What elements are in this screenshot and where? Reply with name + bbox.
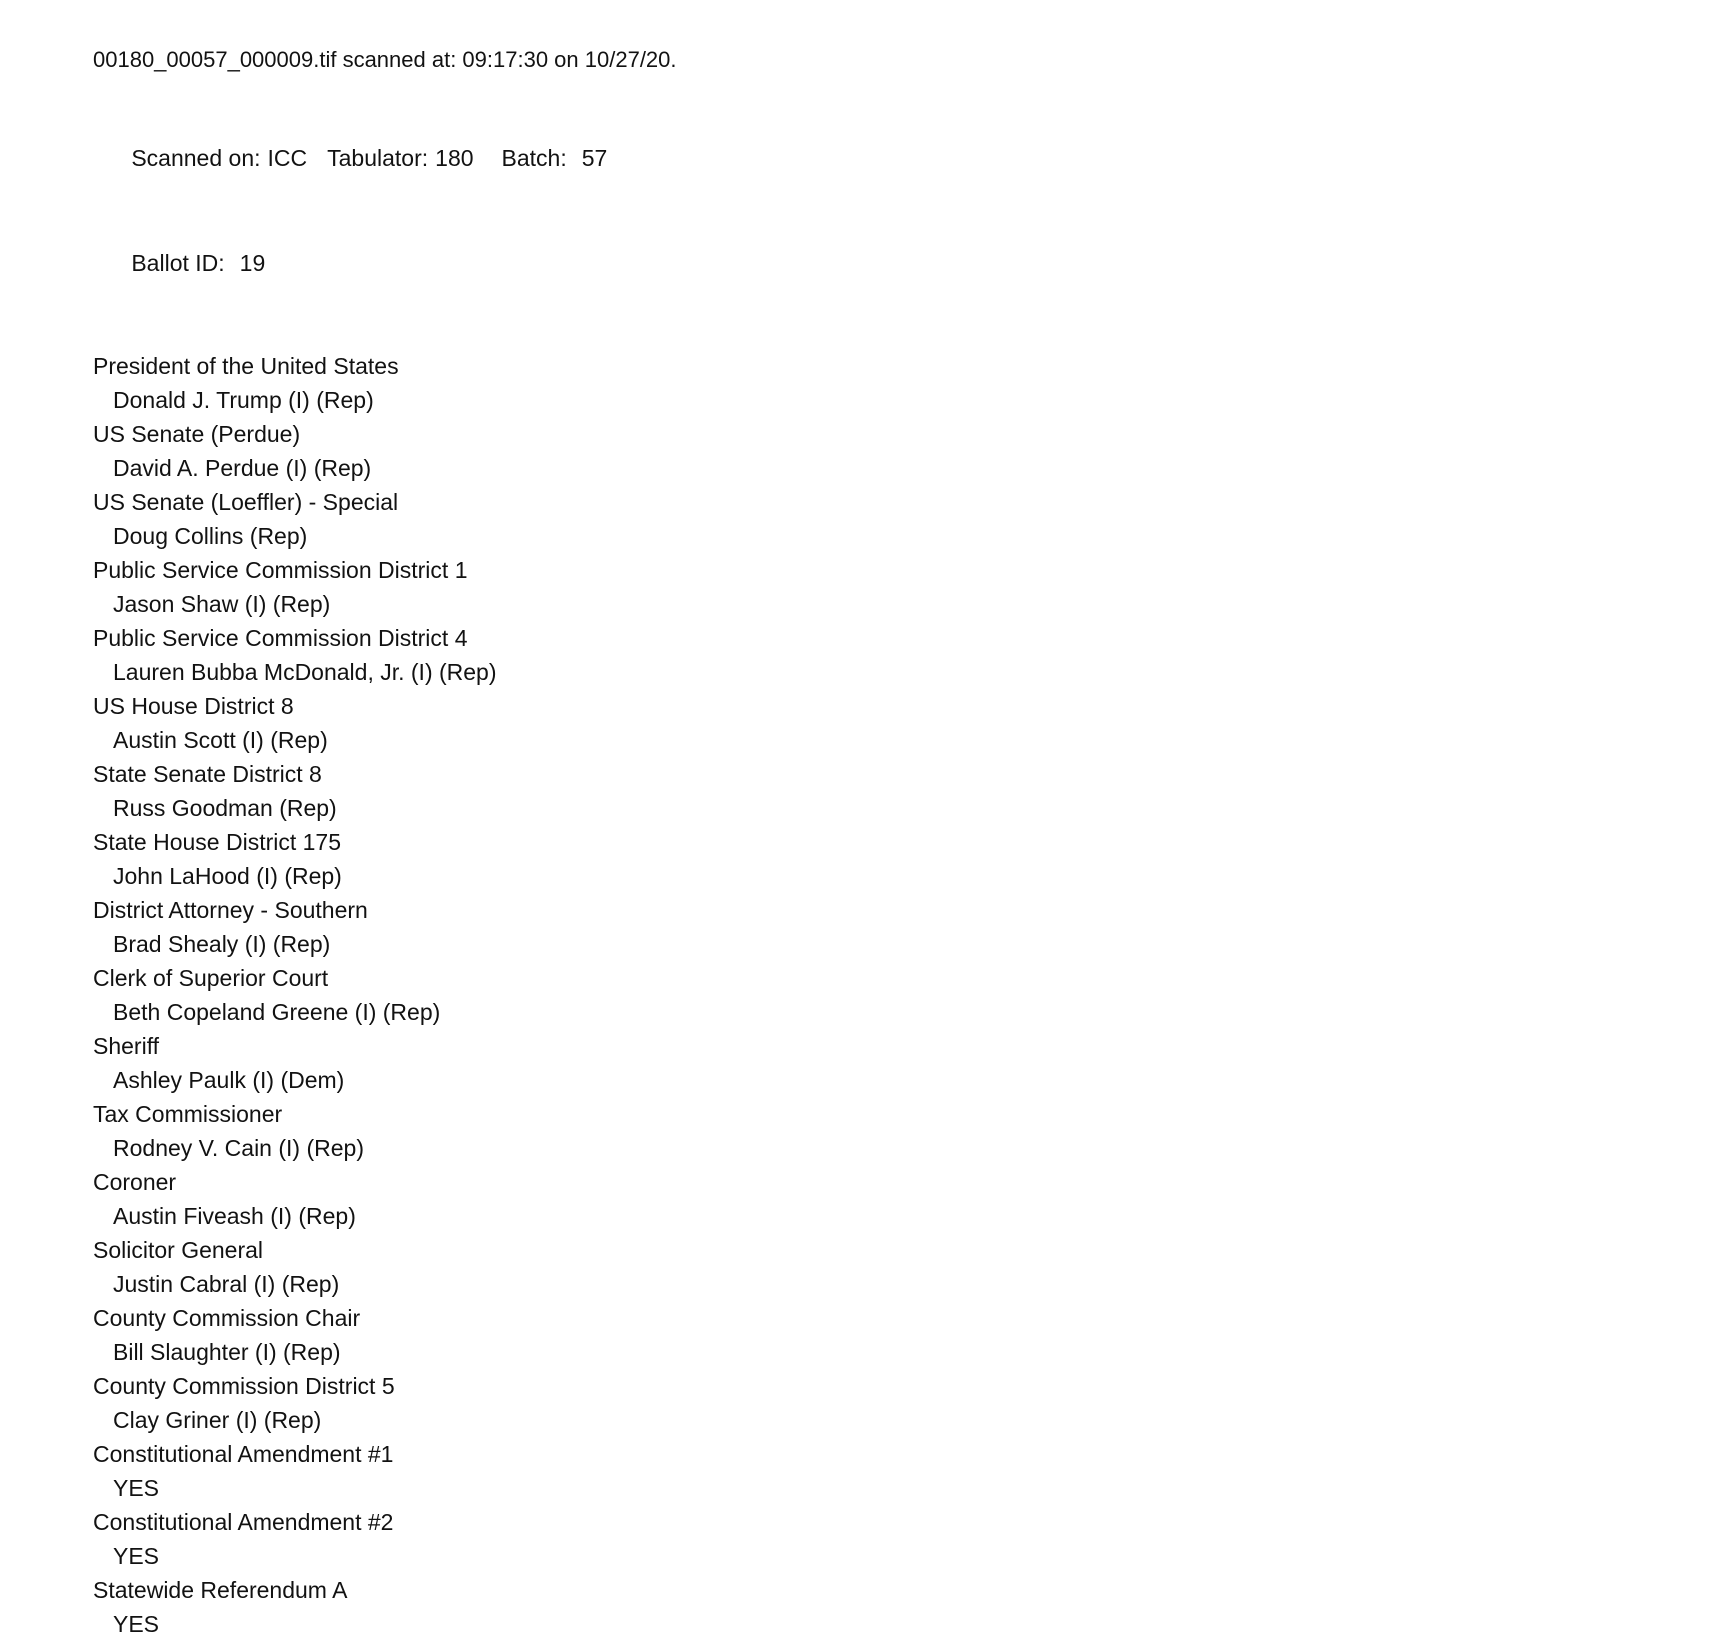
contest-list xyxy=(93,349,677,1641)
contest-name: Coroner xyxy=(93,1169,177,1195)
contest-selection: Beth Copeland Greene (I) (Rep) xyxy=(113,999,441,1025)
contest-selection: David A. Perdue (I) (Rep) xyxy=(113,455,372,481)
contest-name: District Attorney - Southern xyxy=(93,897,368,923)
contest-entry xyxy=(93,621,677,689)
contest-entry xyxy=(93,349,677,417)
contest-name: Constitutional Amendment #2 xyxy=(93,1509,394,1535)
contest-selection: YES xyxy=(113,1543,160,1569)
contest-selection: Austin Fiveash (I) (Rep) xyxy=(113,1203,356,1229)
contest-entry xyxy=(93,961,677,1029)
contest-name: Statewide Referendum A xyxy=(93,1577,348,1603)
contest-selection: Donald J. Trump (I) (Rep) xyxy=(113,387,374,413)
tabulator-label: Tabulator: xyxy=(327,145,429,171)
contest-entry xyxy=(93,1573,677,1641)
contest-entry xyxy=(93,1505,677,1573)
contest-entry xyxy=(93,893,677,961)
contest-entry xyxy=(93,1437,677,1505)
contest-name: County Commission District 5 xyxy=(93,1373,395,1399)
batch-value: 57 xyxy=(581,145,608,171)
ballot-id-row xyxy=(93,211,677,316)
contest-name: Public Service Commission District 1 xyxy=(93,557,468,583)
contest-selection: Bill Slaughter (I) (Rep) xyxy=(113,1339,341,1365)
contest-entry xyxy=(93,1301,677,1369)
contest-entry xyxy=(93,1233,677,1301)
scan-info-row xyxy=(93,106,677,211)
batch-label: Batch: xyxy=(501,145,567,171)
contest-selection: Justin Cabral (I) (Rep) xyxy=(113,1271,340,1297)
contest-selection: Brad Shealy (I) (Rep) xyxy=(113,931,331,957)
contest-selection: Rodney V. Cain (I) (Rep) xyxy=(113,1135,364,1161)
contest-name: Constitutional Amendment #1 xyxy=(93,1441,394,1467)
contest-selection: Doug Collins (Rep) xyxy=(113,523,308,549)
contest-entry xyxy=(93,1369,677,1437)
contest-entry xyxy=(93,689,677,757)
contest-selection: YES xyxy=(113,1611,160,1637)
scanned-on-label: Scanned on: xyxy=(131,145,261,171)
contest-selection: Russ Goodman (Rep) xyxy=(113,795,337,821)
scan-filename-line: 00180_00057_000009.tif scanned at: 09:17:30 on 10/27/20. xyxy=(93,47,677,72)
ballot-id-value: 19 xyxy=(239,250,266,276)
contest-entry xyxy=(93,1029,677,1097)
contest-name: Clerk of Superior Court xyxy=(93,965,329,991)
contest-entry xyxy=(93,757,677,825)
contest-name: US Senate (Loeffler) - Special xyxy=(93,489,399,515)
contest-selection: Lauren Bubba McDonald, Jr. (I) (Rep) xyxy=(113,659,497,685)
contest-entry xyxy=(93,1097,677,1165)
contest-selection: John LaHood (I) (Rep) xyxy=(113,863,342,889)
contest-entry xyxy=(93,825,677,893)
ballot-id-label: Ballot ID: xyxy=(131,250,225,276)
contest-name: State Senate District 8 xyxy=(93,761,322,787)
document-content xyxy=(93,46,677,1641)
contest-entry xyxy=(93,1165,677,1233)
contest-selection: Clay Griner (I) (Rep) xyxy=(113,1407,322,1433)
contest-name: US House District 8 xyxy=(93,693,294,719)
contest-name: President of the United States xyxy=(93,353,399,379)
contest-name: State House District 175 xyxy=(93,829,342,855)
batch-group xyxy=(502,141,608,176)
contest-name: Tax Commissioner xyxy=(93,1101,283,1127)
contest-entry xyxy=(93,553,677,621)
contest-selection: Jason Shaw (I) (Rep) xyxy=(113,591,331,617)
contest-selection: Austin Scott (I) (Rep) xyxy=(113,727,328,753)
scanned-on-group xyxy=(131,141,307,176)
scanned-on-value: ICC xyxy=(267,145,308,171)
contest-name: Sheriff xyxy=(93,1033,160,1059)
contest-name: County Commission Chair xyxy=(93,1305,361,1331)
contest-name: Solicitor General xyxy=(93,1237,264,1263)
contest-name: Public Service Commission District 4 xyxy=(93,625,468,651)
tabulator-value: 180 xyxy=(435,145,474,171)
contest-name: US Senate (Perdue) xyxy=(93,421,301,447)
tabulator-group xyxy=(327,141,473,176)
contest-entry xyxy=(93,485,677,553)
contest-selection: YES xyxy=(113,1475,160,1501)
contest-selection: Ashley Paulk (I) (Dem) xyxy=(113,1067,345,1093)
contest-entry xyxy=(93,417,677,485)
